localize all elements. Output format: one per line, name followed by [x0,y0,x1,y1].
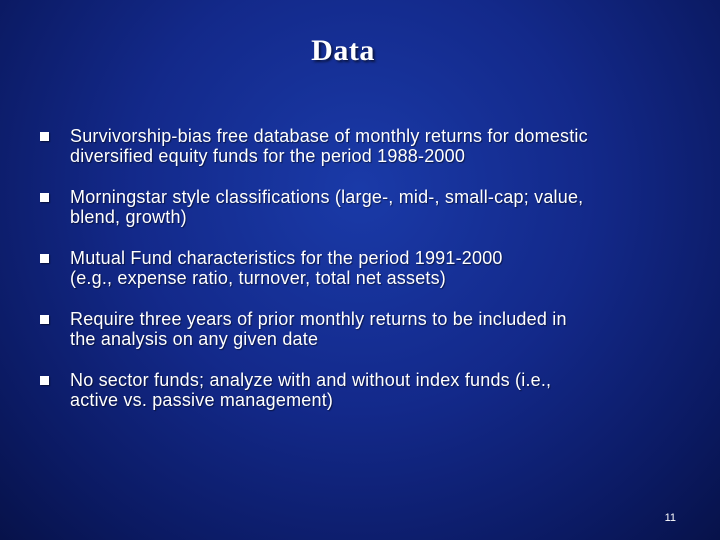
bullet-list [36,126,696,431]
slide-title: Data [311,34,375,67]
bullet-text: Require three years of prior monthly returns to be included in the analysis on any given date [70,309,567,349]
bullet-text: Morningstar style classifications (large-, mid-, small-cap; value, blend, growth) [70,187,584,227]
bullet-item [36,187,696,227]
square-bullet-icon [40,193,49,202]
bullet-item [36,309,696,349]
square-bullet-icon [40,132,49,141]
square-bullet-icon [40,254,49,263]
bullet-item [36,248,696,288]
bullet-text: Mutual Fund characteristics for the period 1991-2000 (e.g., expense ratio, turnover, total net assets) [70,248,503,288]
square-bullet-icon [40,315,49,324]
bullet-item [36,126,696,166]
square-bullet-icon [40,376,49,385]
bullet-text: Survivorship-bias free database of monthly returns for domestic diversified equity funds for the period 1988-2000 [70,126,588,166]
bullet-item [36,370,696,410]
bullet-text: No sector funds; analyze with and without index funds (i.e., active vs. passive management) [70,370,552,410]
page-number: 11 [664,512,676,524]
